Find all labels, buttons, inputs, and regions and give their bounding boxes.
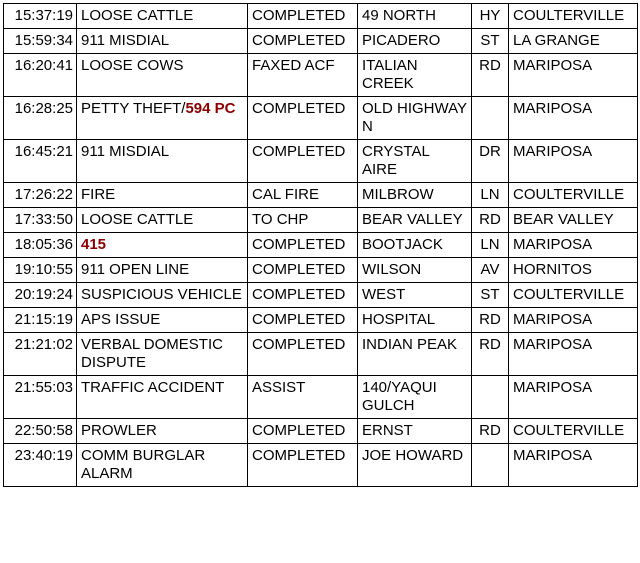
time-cell: 22:50:58 <box>4 419 77 444</box>
disposition-cell: COMPLETED <box>248 419 358 444</box>
street-suffix-cell: RD <box>472 419 509 444</box>
table-row <box>4 233 638 258</box>
incident-type: SUSPICIOUS VEHICLE <box>81 286 242 303</box>
incident-type: LOOSE CATTLE <box>81 7 194 24</box>
time-cell: 16:20:41 <box>4 54 77 97</box>
table-row <box>4 183 638 208</box>
table-row <box>4 258 638 283</box>
incident-cell <box>77 54 248 97</box>
time-cell: 17:33:50 <box>4 208 77 233</box>
incident-cell <box>77 183 248 208</box>
incident-type: LOOSE CATTLE <box>81 211 194 228</box>
disposition-cell: COMPLETED <box>248 258 358 283</box>
city-cell: MARIPOSA <box>509 308 638 333</box>
city-cell: COULTERVILLE <box>509 283 638 308</box>
city-cell: LA GRANGE <box>509 29 638 54</box>
table-row <box>4 283 638 308</box>
incident-cell <box>77 29 248 54</box>
incident-type: TRAFFIC ACCIDENT <box>81 379 225 396</box>
street-cell: 49 NORTH <box>358 4 472 29</box>
street-cell: HOSPITAL <box>358 308 472 333</box>
street-suffix-cell: RD <box>472 333 509 376</box>
street-cell: MILBROW <box>358 183 472 208</box>
disposition-cell: COMPLETED <box>248 140 358 183</box>
street-cell: ITALIAN CREEK <box>358 54 472 97</box>
table-row <box>4 4 638 29</box>
street-cell: WEST <box>358 283 472 308</box>
disposition-cell: COMPLETED <box>248 233 358 258</box>
city-cell: MARIPOSA <box>509 444 638 487</box>
disposition-cell: COMPLETED <box>248 444 358 487</box>
table-row <box>4 140 638 183</box>
street-cell: PICADERO <box>358 29 472 54</box>
incident-type: 911 MISDIAL <box>81 32 170 49</box>
time-cell: 20:19:24 <box>4 283 77 308</box>
incident-cell <box>77 283 248 308</box>
incident-cell <box>77 376 248 419</box>
street-cell: INDIAN PEAK <box>358 333 472 376</box>
street-cell: BOOTJACK <box>358 233 472 258</box>
street-suffix-cell: HY <box>472 4 509 29</box>
street-suffix-cell: LN <box>472 233 509 258</box>
city-cell: BEAR VALLEY <box>509 208 638 233</box>
table-row <box>4 444 638 487</box>
disposition-cell: FAXED ACF <box>248 54 358 97</box>
street-cell: CRYSTAL AIRE <box>358 140 472 183</box>
call-log-table <box>3 3 638 487</box>
city-cell: COULTERVILLE <box>509 419 638 444</box>
incident-cell <box>77 140 248 183</box>
incident-cell <box>77 308 248 333</box>
street-suffix-cell: RD <box>472 54 509 97</box>
city-cell: COULTERVILLE <box>509 4 638 29</box>
disposition-cell: COMPLETED <box>248 308 358 333</box>
street-suffix-cell <box>472 97 509 140</box>
incident-cell <box>77 233 248 258</box>
street-suffix-cell: ST <box>472 29 509 54</box>
street-cell: OLD HIGHWAY N <box>358 97 472 140</box>
city-cell: MARIPOSA <box>509 97 638 140</box>
city-cell: COULTERVILLE <box>509 183 638 208</box>
time-cell: 17:26:22 <box>4 183 77 208</box>
incident-type: COMM BURGLAR ALARM <box>81 447 206 482</box>
street-suffix-cell <box>472 444 509 487</box>
table-row <box>4 419 638 444</box>
street-suffix-cell: RD <box>472 308 509 333</box>
time-cell: 15:59:34 <box>4 29 77 54</box>
incident-type: PROWLER <box>81 422 157 439</box>
time-cell: 21:21:02 <box>4 333 77 376</box>
incident-cell <box>77 97 248 140</box>
incident-cell <box>77 4 248 29</box>
city-cell: MARIPOSA <box>509 333 638 376</box>
city-cell: HORNITOS <box>509 258 638 283</box>
time-cell: 23:40:19 <box>4 444 77 487</box>
table-row <box>4 29 638 54</box>
table-row <box>4 97 638 140</box>
time-cell: 15:37:19 <box>4 4 77 29</box>
street-cell: JOE HOWARD <box>358 444 472 487</box>
street-suffix-cell: RD <box>472 208 509 233</box>
city-cell: MARIPOSA <box>509 233 638 258</box>
time-cell: 16:45:21 <box>4 140 77 183</box>
street-cell: BEAR VALLEY <box>358 208 472 233</box>
street-suffix-cell: LN <box>472 183 509 208</box>
disposition-cell: COMPLETED <box>248 97 358 140</box>
incident-type: APS ISSUE <box>81 311 161 328</box>
time-cell: 21:15:19 <box>4 308 77 333</box>
time-cell: 18:05:36 <box>4 233 77 258</box>
incident-cell <box>77 419 248 444</box>
incident-cell <box>77 444 248 487</box>
incident-type: 911 MISDIAL <box>81 143 170 160</box>
disposition-cell: COMPLETED <box>248 29 358 54</box>
street-suffix-cell: ST <box>472 283 509 308</box>
street-cell: 140/YAQUI GULCH <box>358 376 472 419</box>
incident-type: PETTY THEFT/ <box>81 100 186 117</box>
street-suffix-cell: DR <box>472 140 509 183</box>
table-row <box>4 54 638 97</box>
call-log-body <box>4 4 638 487</box>
incident-type: LOOSE COWS <box>81 57 184 74</box>
table-row <box>4 333 638 376</box>
city-cell: MARIPOSA <box>509 140 638 183</box>
table-row <box>4 308 638 333</box>
incident-type: FIRE <box>81 186 116 203</box>
incident-cell <box>77 258 248 283</box>
time-cell: 16:28:25 <box>4 97 77 140</box>
street-suffix-cell <box>472 376 509 419</box>
time-cell: 21:55:03 <box>4 376 77 419</box>
incident-type: VERBAL DOMESTIC DISPUTE <box>81 336 223 371</box>
penal-code: 415 <box>81 236 107 253</box>
incident-type: 911 OPEN LINE <box>81 261 190 278</box>
penal-code: 594 PC <box>185 100 236 117</box>
street-suffix-cell: AV <box>472 258 509 283</box>
disposition-cell: COMPLETED <box>248 333 358 376</box>
disposition-cell: ASSIST <box>248 376 358 419</box>
disposition-cell: COMPLETED <box>248 4 358 29</box>
disposition-cell: TO CHP <box>248 208 358 233</box>
table-row <box>4 376 638 419</box>
incident-cell <box>77 208 248 233</box>
street-cell: ERNST <box>358 419 472 444</box>
incident-cell <box>77 333 248 376</box>
disposition-cell: CAL FIRE <box>248 183 358 208</box>
city-cell: MARIPOSA <box>509 376 638 419</box>
disposition-cell: COMPLETED <box>248 283 358 308</box>
street-cell: WILSON <box>358 258 472 283</box>
city-cell: MARIPOSA <box>509 54 638 97</box>
table-row <box>4 208 638 233</box>
time-cell: 19:10:55 <box>4 258 77 283</box>
